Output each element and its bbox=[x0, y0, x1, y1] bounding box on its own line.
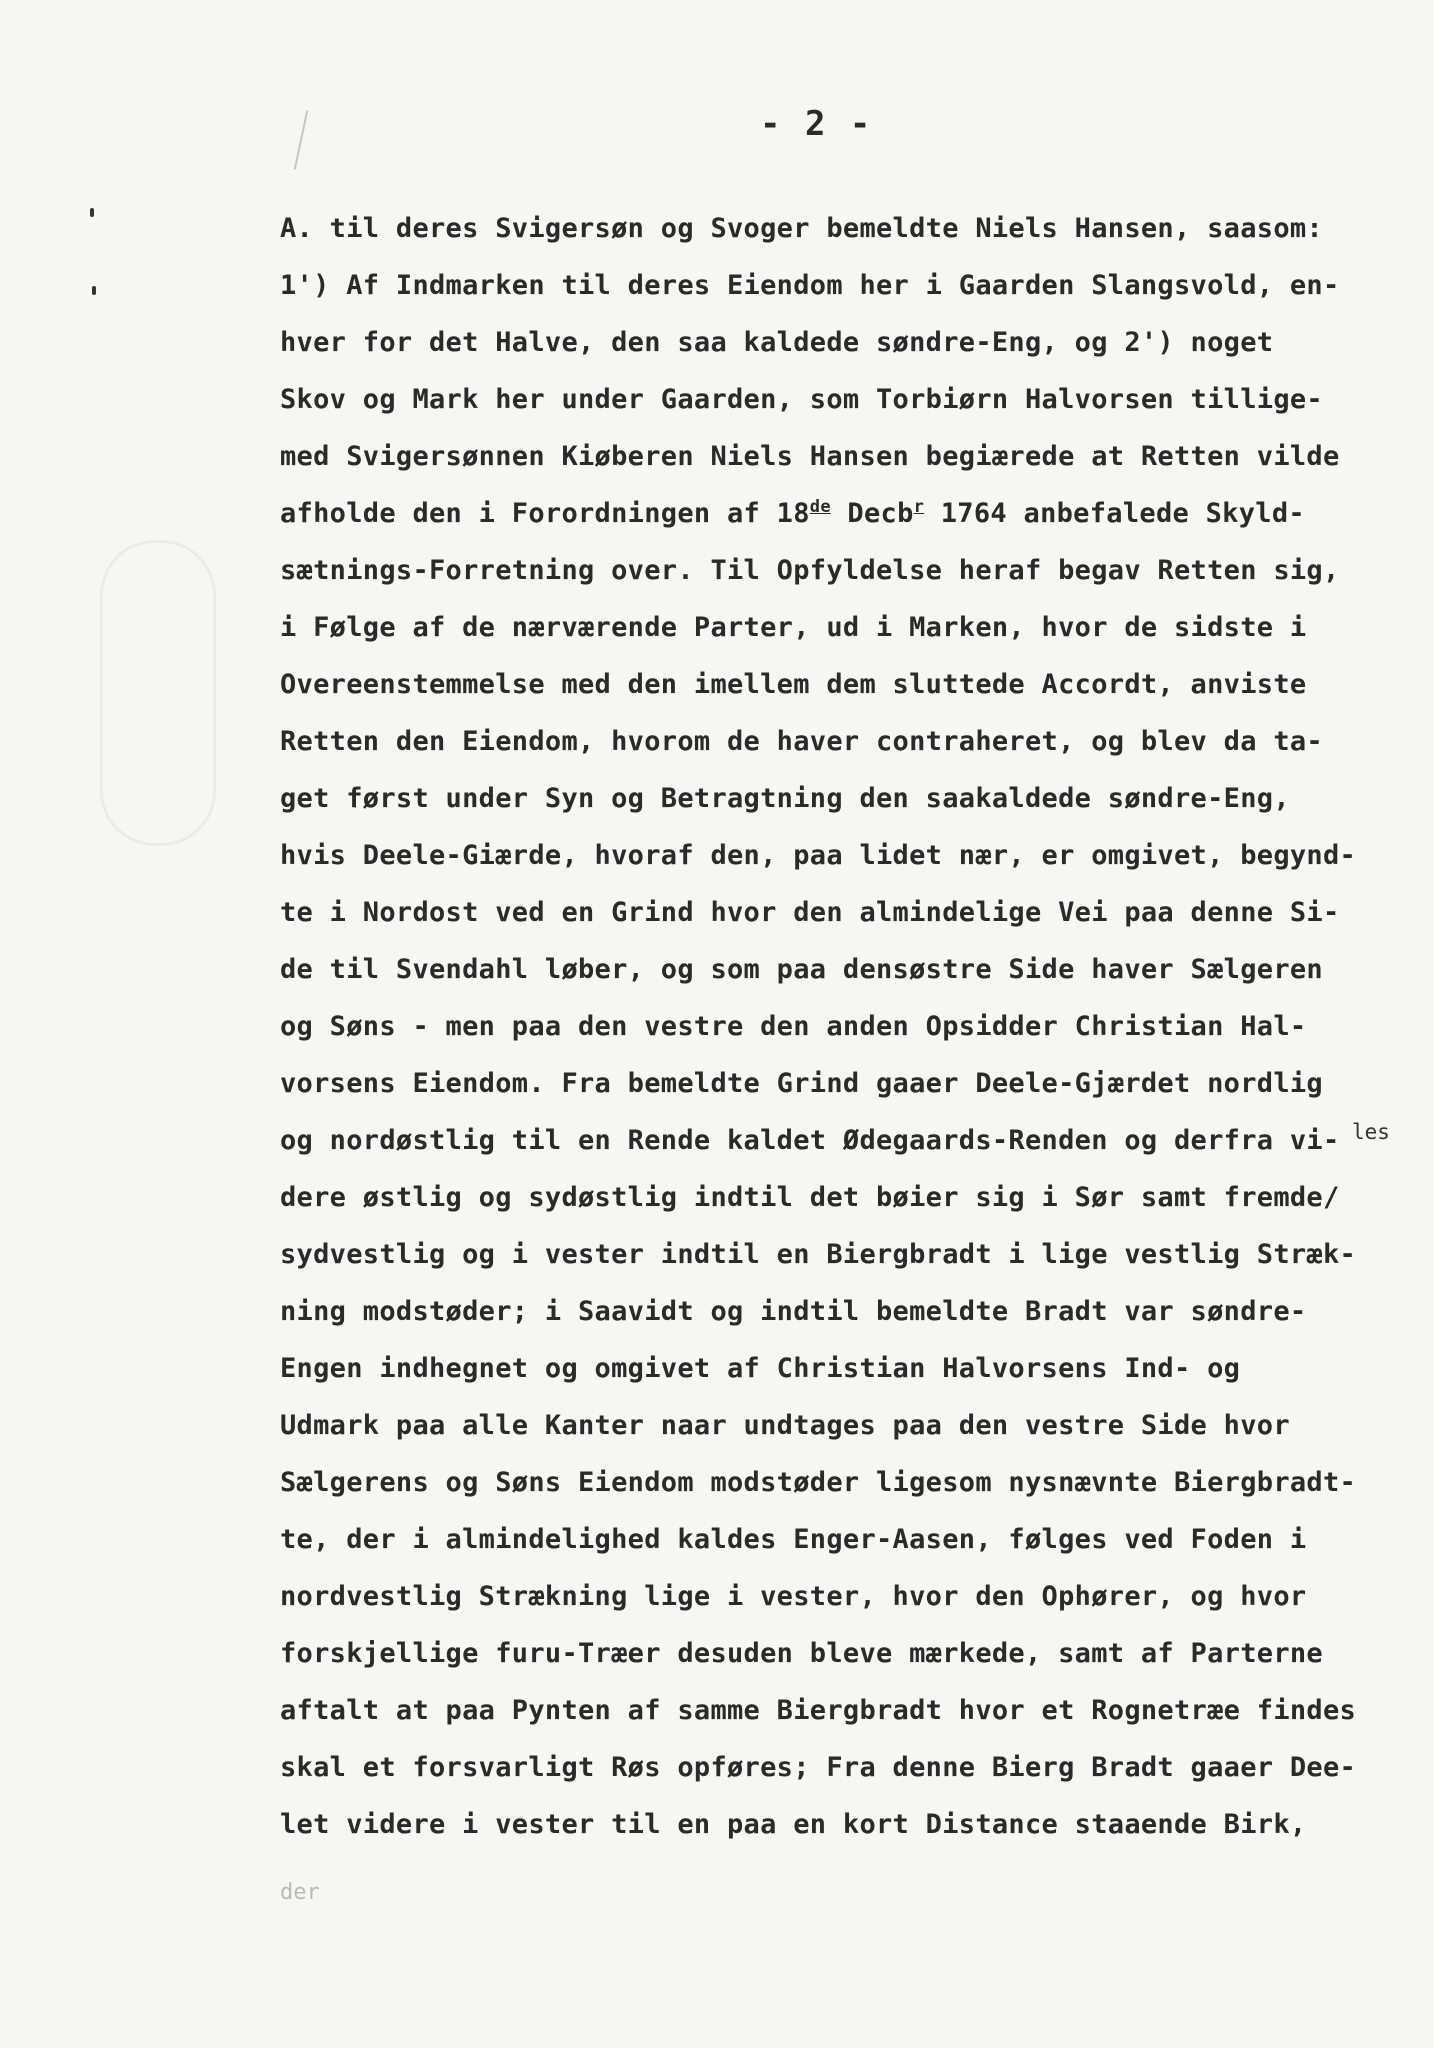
margin-dot bbox=[92, 286, 96, 295]
text-line: hver for det Halve, den saa kaldede søndre-Eng, og 2') noget bbox=[280, 327, 1274, 358]
text-line: skal et forsvarligt Røs opføres; Fra denne Bierg Bradt gaaer Dee- bbox=[280, 1752, 1357, 1783]
text-line: og Søns - men paa den vestre den anden Opsidder Christian Hal- bbox=[280, 1011, 1307, 1042]
text-line: sydvestlig og i vester indtil en Biergbradt i lige vestlig Stræk- bbox=[280, 1239, 1357, 1270]
text-line bbox=[280, 485, 1410, 542]
line-text: afholde den i Forordningen af 18 bbox=[280, 498, 810, 529]
bleed-through-mark bbox=[100, 540, 216, 846]
text-line: Skov og Mark her under Gaarden, som Torbiørn Halvorsen tillige- bbox=[280, 384, 1323, 415]
text-line: let videre i vester til en paa en kort Distance staaende Birk, bbox=[280, 1809, 1307, 1840]
text-line: A. til deres Svigersøn og Svoger bemeldte Niels Hansen, saasom: bbox=[280, 213, 1323, 244]
handwritten-margin-note: les bbox=[1352, 1120, 1390, 1144]
line-text: Decb bbox=[830, 498, 914, 529]
text-line: get først under Syn og Betragtning den saakaldede søndre-Eng, bbox=[280, 783, 1290, 814]
text-line: dere østlig og sydøstlig indtil det bøier sig i Sør samt fremde/ bbox=[280, 1182, 1340, 1213]
superscript: r bbox=[913, 497, 925, 517]
text-line: og nordøstlig til en Rende kaldet Ødegaards-Renden og derfra vi- bbox=[280, 1125, 1340, 1156]
margin-dot bbox=[90, 208, 94, 217]
text-line: sætnings-Forretning over. Til Opfyldelse heraf begav Retten sig, bbox=[280, 555, 1340, 586]
text-line: aftalt at paa Pynten af samme Biergbradt hvor et Rognetræe findes bbox=[280, 1695, 1357, 1726]
text-line: Overeenstemmelse med den imellem dem sluttede Accordt, anviste bbox=[280, 669, 1307, 700]
text-line: te i Nordost ved en Grind hvor den almindelige Vei paa denne Si- bbox=[280, 897, 1340, 928]
faint-catchword: der bbox=[280, 1880, 320, 1905]
line-text: 1764 anbefalede Skyld- bbox=[924, 498, 1305, 529]
page-number: - 2 - bbox=[760, 104, 873, 144]
text-line: forskjellige furu-Træer desuden bleve mærkede, samt af Parterne bbox=[280, 1638, 1323, 1669]
text-line: ning modstøder; i Saavidt og indtil bemeldte Bradt var søndre- bbox=[280, 1296, 1307, 1327]
typed-text-block bbox=[280, 200, 1410, 1853]
text-line: Engen indhegnet og omgivet af Christian Halvorsens Ind- og bbox=[280, 1353, 1241, 1384]
text-line: nordvestlig Strækning lige i vester, hvor den Ophører, og hvor bbox=[280, 1581, 1307, 1612]
text-line: Sælgerens og Søns Eiendom modstøder ligesom nysnævnte Biergbradt- bbox=[280, 1467, 1357, 1498]
text-line: i Følge af de nærværende Parter, ud i Marken, hvor de sidste i bbox=[280, 612, 1307, 643]
text-line: med Svigersønnen Kiøberen Niels Hansen begiærede at Retten vilde bbox=[280, 441, 1340, 472]
text-line: vorsens Eiendom. Fra bemeldte Grind gaaer Deele-Gjærdet nordlig bbox=[280, 1068, 1323, 1099]
text-line: Udmark paa alle Kanter naar undtages paa den vestre Side hvor bbox=[280, 1410, 1290, 1441]
text-line: 1') Af Indmarken til deres Eiendom her i Gaarden Slangsvold, en- bbox=[280, 270, 1340, 301]
superscript: de bbox=[809, 497, 831, 517]
text-line: de til Svendahl løber, og som paa densøstre Side haver Sælgeren bbox=[280, 954, 1323, 985]
text-line: hvis Deele-Giærde, hvoraf den, paa lidet nær, er omgivet, begynd- bbox=[280, 840, 1357, 871]
text-line: te, der i almindelighed kaldes Enger-Aasen, følges ved Foden i bbox=[280, 1524, 1307, 1555]
text-line: Retten den Eiendom, hvorom de haver contraheret, og blev da ta- bbox=[280, 726, 1323, 757]
pencil-mark bbox=[294, 110, 308, 169]
